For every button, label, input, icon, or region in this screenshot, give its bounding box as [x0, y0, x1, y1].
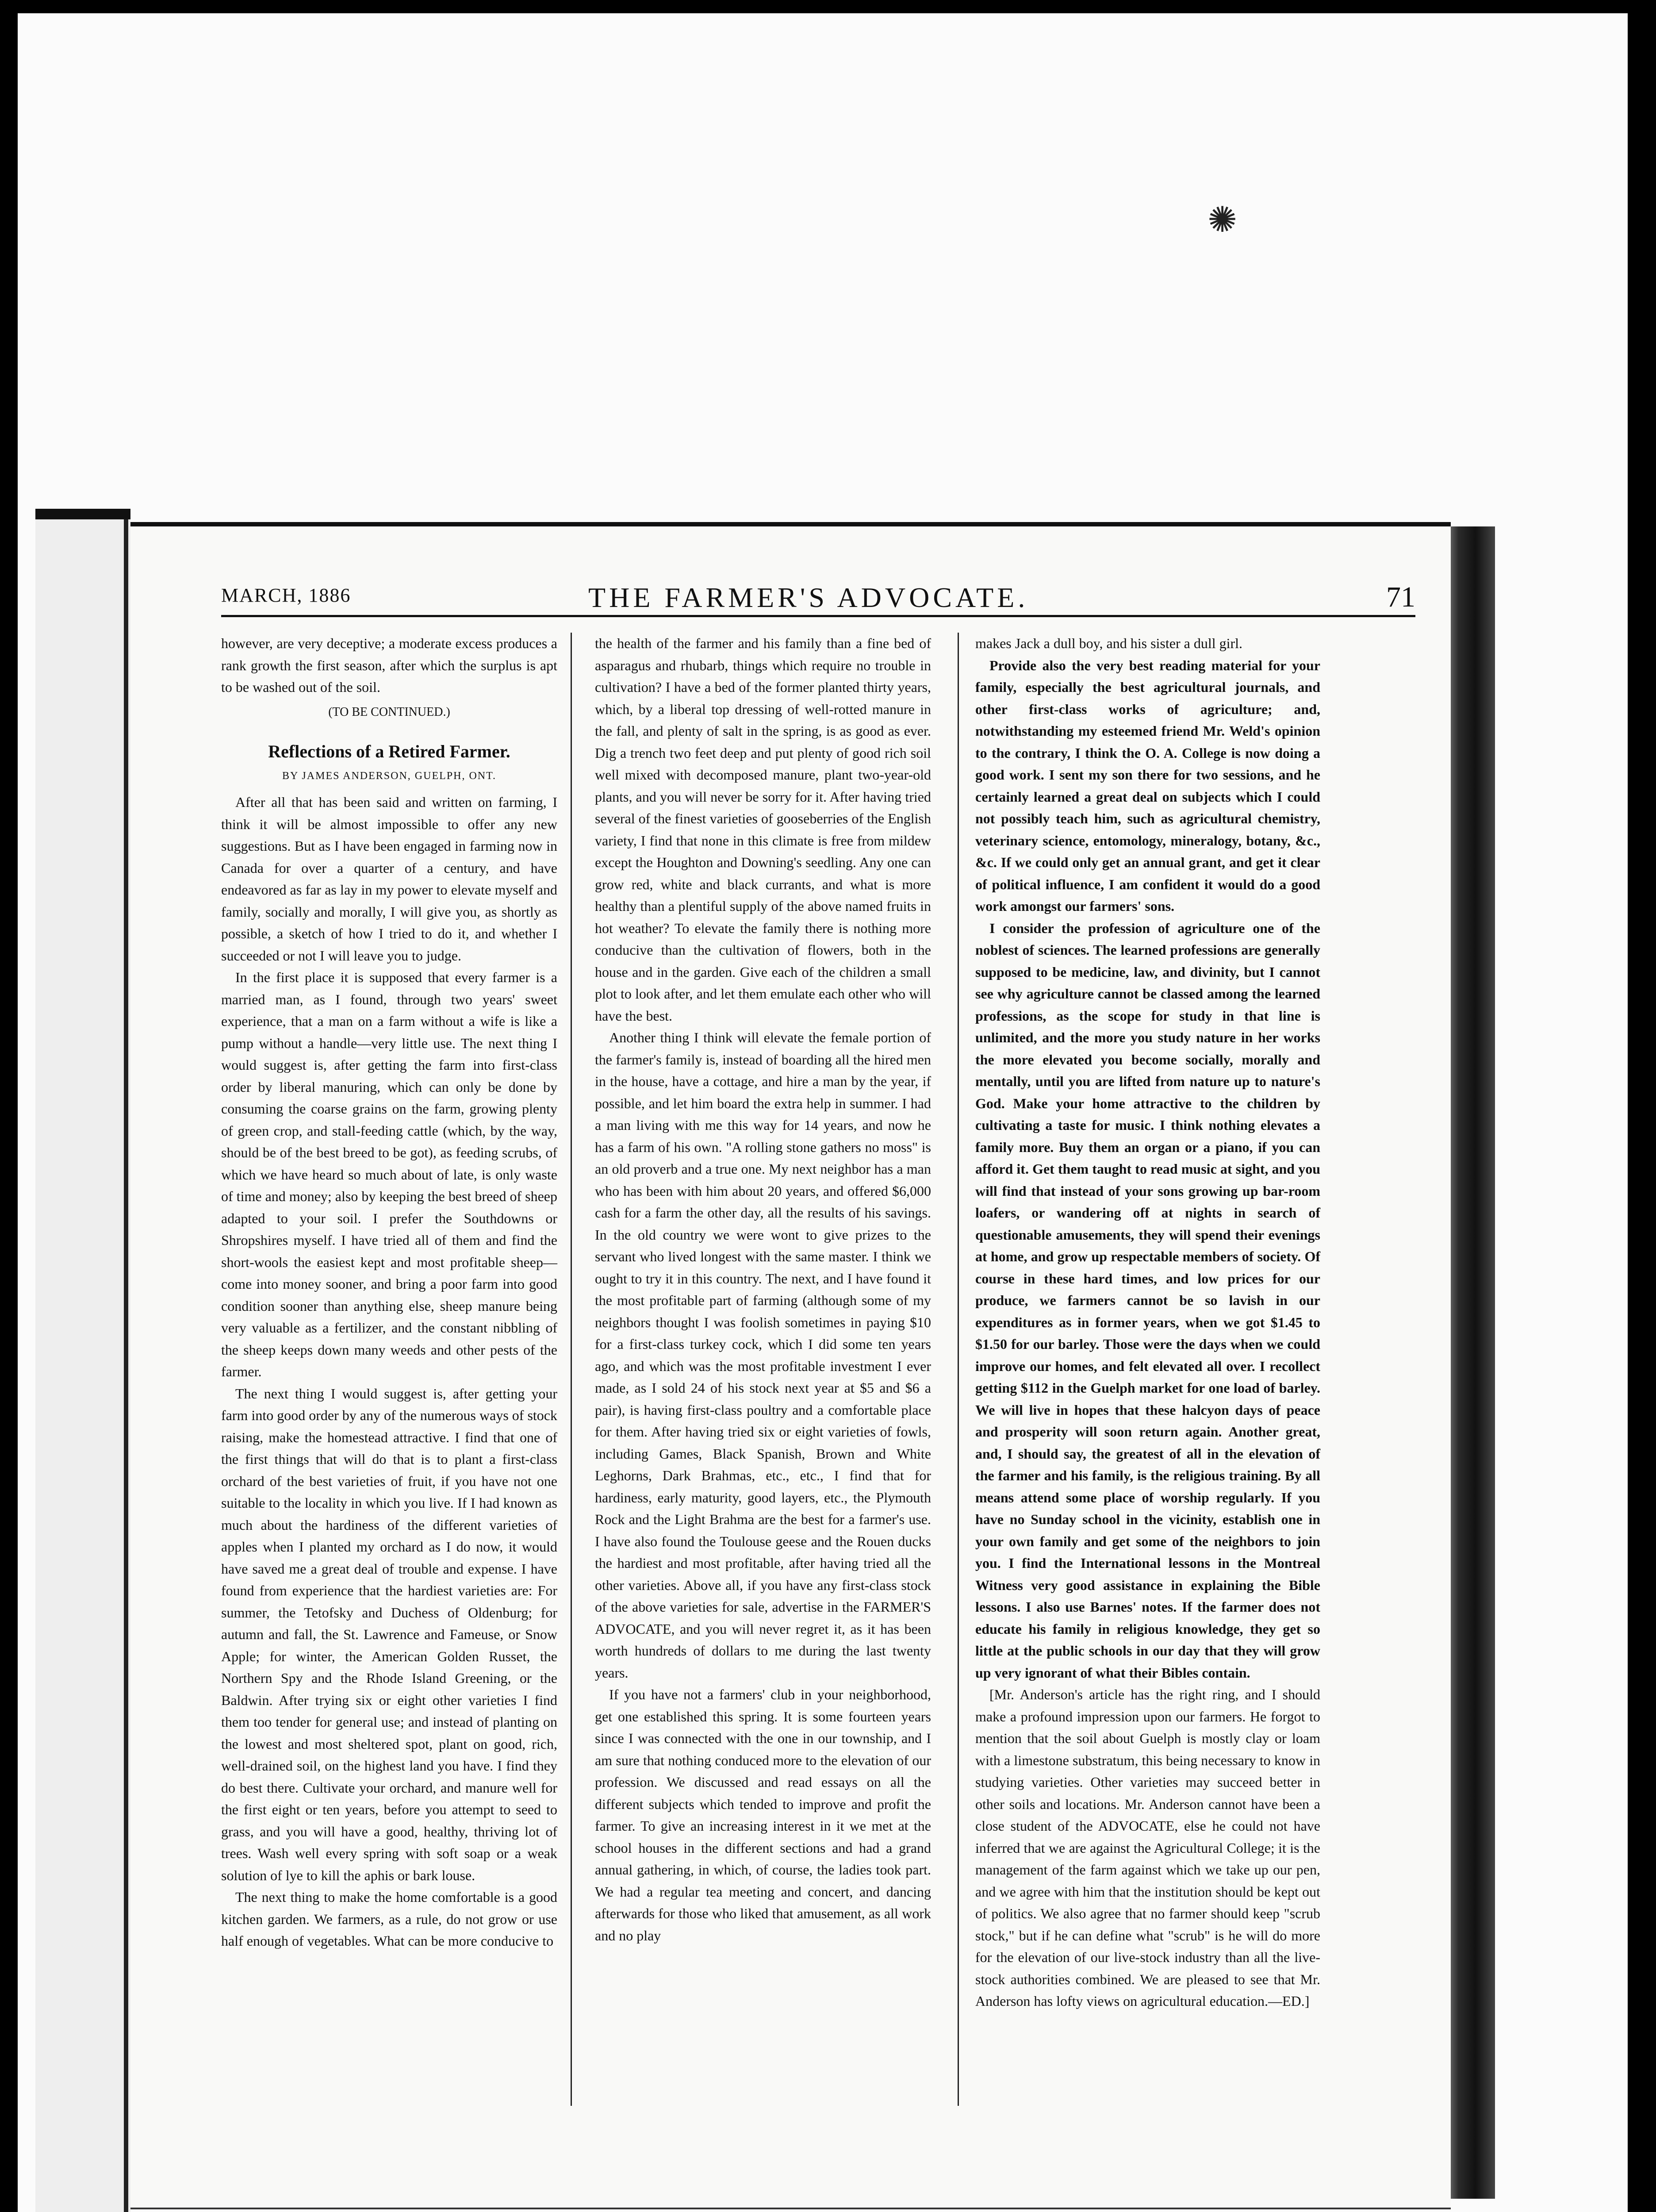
- scan-background: [18, 13, 1628, 2212]
- left-page-edge: [35, 509, 130, 2212]
- ink-blot: ✺: [1208, 199, 1238, 240]
- paragraph: The next thing to make the home comfortable is a good kitchen garden. We farmers, as a rule, do not grow or use half enough of vegetables. What can be more conducive to: [221, 1889, 557, 1949]
- paragraph: I consider the profession of agriculture one of the noblest of sciences. The learned professions are generally supposed to be medicine, law, and divinity, but I cannot see why agriculture cannot be classed among the learned professions, as the scope for study in that line is unlimited, and the more you study nature in her works the more elevated you become socially, morally and mentally, until you are lifted from nature up to nature's God. Make your home attractive to the children by cultivating a taste for music. I think nothing elevates a family more. Buy them an organ or a piano, if you can afford it. Get them taught to read music at sight, and you will find that instead of your sons growing up bar-room loafers, or wandering off at nights in search of questionable amusements, they will spend their evenings at home, and grow up respectable members of society. Of course in these hard times, and low prices for our produce, we farmers cannot be so lavish in our expenditures as in former years, when we got $1.45 to $1.50 for our barley. Those were the days when we could improve our homes, and felt elevated all over. I recollect getting $112 in the Guelph market for one load of barley. We will live in hopes that these halcyon days of peace and prosperity will soon return again. Another great, and, I should say, the greatest of all in the elevation of the farmer and his family, is the religious training. By all means attend some place of worship regularly. If you have no Sunday school in the vicinity, establish one in your own family and get some of the neighbors to join you. I find the International lessons in the Montreal Witness very good assistance in explaining the Bible lessons. I also use Barnes' notes. If the farmer does not educate his family in religious knowledge, they get so little at the public schools in our day that they will grow up very ignorant of what their Bibles contain.: [975, 920, 1320, 1681]
- page-header: [221, 581, 1415, 617]
- article-title: Reflections of a Retired Farmer.: [268, 741, 510, 761]
- column-2: [595, 633, 931, 1947]
- continued-note: (TO BE CONTINUED.): [328, 705, 450, 719]
- paragraph: The next thing I would suggest is, after getting your farm into good order by any of the numerous ways of stock raising, make the homestead attractive. I find that one of the first things that will do that is to plant a first-class orchard of the best varieties of fruit, if you have not one suitable to the locality in which you live. If I had known as much about the hardiness of the different varieties of apples when I planted my orchard as I do now, it would have saved me a great deal of trouble and expense. I have found from experience that the hardiest varieties are: For summer, the Tetofsky and Duchess of Oldenburg; for autumn and fall, the St. Lawrence and Fameuse, or Snow Apple; for winter, the American Golden Russet, the Northern Spy and the Rhode Island Greening, or the Baldwin. After trying six or eight other varieties I find them too tender for general use; and instead of planting on the lowest and most sheltered spot, plant on good, rich, well-drained soil, on the highest land you have. I find they do best there. Cultivate your orchard, and manure well for the first eight or ten years, before you attempt to seed to grass, and you will have a good, healthy, thriving lot of trees. Wash well every spring with soft soap or a weak solution of lye to kill the aphis or bark louse.: [221, 1385, 557, 1883]
- paragraph: Provide also the very best reading material for your family, especially the best agricultural journals, and other first-class works of agriculture; and, notwithstanding my esteemed friend Mr. Weld's opinion to the contrary, I think the O. A. College is now doing a good work. I sent my son there for two sessions, and he certainly learned a great deal on subjects which I could not possibly teach him, such as agricultural chemistry, veterinary science, entomology, mineralogy, botany, &c., &c. If we could only get an annual grant, and get it clear of political influence, I am confident it would do a good work amongst our farmers' sons.: [975, 657, 1320, 914]
- issue-date: MARCH, 1886: [221, 584, 351, 606]
- column-1-lead: however, are very deceptive; a moderate excess produces a rank growth the first season, after which the surplus is apt to be washed out of the soil.: [221, 635, 557, 695]
- column-divider: [571, 633, 572, 2106]
- left-page-shadow: [35, 519, 128, 2212]
- paragraph: the health of the farmer and his family than a fine bed of asparagus and rhubarb, things which require no trouble in cultivation? I have a bed of the former planted thirty years, which, by a liberal top dressing of well-rotted manure in the fall, and plenty of salt in the spring, is as good as ever. Dig a trench two feet deep and put plenty of good rich soil well mixed with decomposed manure, plant two-year-old plants, and you will never be sorry for it. After having tried several of the finest varieties of gooseberries of the English variety, I find that none in this climate is free from mildew except the Houghton and Downing's seedling. Any one can grow red, white and black currants, and what is more healthy than a plentiful supply of the above named fruits in hot weather? To elevate the family there is nothing more conducive than the cultivation of flowers, both in the house and in the garden. Give each of the children a small plot to look after, and let them emulate each other who will have the best.: [595, 635, 931, 1024]
- article-byline: BY JAMES ANDERSON, GUELPH, ONT.: [282, 770, 497, 782]
- paragraph: In the first place it is supposed that every farmer is a married man, as I found, through two years' sweet experience, that a man on a farm without a wife is like a pump without a handle—very little use. The next thing I would suggest is, after getting the farm into first-class order by liberal manuring, which can only be done by consuming the coarse grains on the farm, growing plenty of green crop, and stall-feeding cattle (which, by the way, should be of the best breed to be got), as feeding scrubs, of which we have heard so much about of late, is only waste of time and money; also by keeping the best breed of sheep adapted to your soil. I prefer the Southdowns or Shropshires myself. I have tried all of them and find the short-wools the easiest kept and most profitable sheep—come into money sooner, and bring a poor farm into good condition sooner than anything else, sheep manure being very valuable as a fertilizer, and the constant nibbling of the sheep keeps down many weeds and other pests of the farmer.: [221, 969, 557, 1379]
- newspaper-page: [130, 522, 1451, 2209]
- paragraph: After all that has been said and written on farming, I think it will be almost impossible to offer any new suggestions. But as I have been engaged in farming now in Canada for over a quarter of a century, and have endeavored as far as lay in my power to elevate myself and family, socially and morally, I will give you, as shortly as possible, a sketch of how I tried to do it, and whether I succeeded or not I will leave you to judge.: [221, 794, 557, 964]
- page-number: 71: [1386, 581, 1415, 613]
- book-spine: [1446, 526, 1495, 2199]
- column-1: [221, 633, 557, 1952]
- paragraph: If you have not a farmers' club in your neighborhood, get one established this spring. It is some fourteen years since I was connected with the one in our township, and I am sure that nothing conduced more to the elevation of our profession. We discussed and read essays on all the different subjects which tended to improve and profit the farmer. To give an increasing interest in it we met at the school houses in the different sections and had a grand annual gathering, in which, of course, the ladies took part. We had a regular tea meeting and concert, and dancing afterwards for those who liked that amusement, as all work and no play: [595, 1686, 931, 1943]
- column-3: [975, 633, 1320, 2012]
- editor-note: [Mr. Anderson's article has the right ring, and I should make a profound impression upon our farmers. He forgot to mention that the soil about Guelph is mostly clay or loam with a limestone substratum, this being necessary to know in studying varieties. Other varieties may succeed better in other soils and locations. Mr. Anderson cannot have been a close student of the ADVOCATE, else he could not have inferred that we are against the Agricultural College; it is the management of the farm against which we take up our pen, and we agree with him that the institution should be kept out of politics. We also agree that no farmer should keep "scrub stock," but if he can define what "scrub" is he will do more for the elevation of our live-stock industry than all the live-stock authorities combined. We are pleased to see that Mr. Anderson has lofty views on agricultural education.—ED.]: [975, 1686, 1320, 2009]
- column-3-lead: makes Jack a dull boy, and his sister a dull girl.: [975, 635, 1243, 651]
- paragraph: Another thing I think will elevate the female portion of the farmer's family is, instead of boarding all the hired men in the house, have a cottage, and hire a man by the year, if possible, and let him board the extra help in summer. I had a man living with me this way for 14 years, and now he has a farm of his own. "A rolling stone gathers no moss" is an old proverb and a true one. My next neighbor has a man who has been with him about 20 years, and offered $6,000 cash for a farm the other day, all the results of his savings. In the old country we were wont to give prizes to the servant who lived longest with the same master. I think we ought to try it in this country. The next, and I have found it the most profitable part of farming (although some of my neighbors thought I was foolish sometimes in paying $10 for a first-class turkey cock, which I did some ten years ago, and which was the most profitable investment I ever made, as I sold 24 of his stock next year at $5 and $6 a pair), is having first-class poultry and a comfortable place for them. After having tried six or eight varieties of fowls, including Games, Black Spanish, Brown and White Leghorns, Dark Brahmas, etc., etc., I find that for hardiness, early maturity, good layers, etc., the Plymouth Rock and the Light Brahma are the best for a farmer's use. I have also found the Toulouse geese and the Rouen ducks the hardiest and most profitable, after having tried all the other varieties. Above all, if you have any first-class stock of the above varieties for sale, advertise in the FARMER'S ADVOCATE, and you will never regret it, as it has been worth hundreds of dollars to me during the last twenty years.: [595, 1029, 931, 1681]
- publication-title: THE FARMER'S ADVOCATE.: [588, 582, 1029, 613]
- column-divider: [958, 633, 959, 2106]
